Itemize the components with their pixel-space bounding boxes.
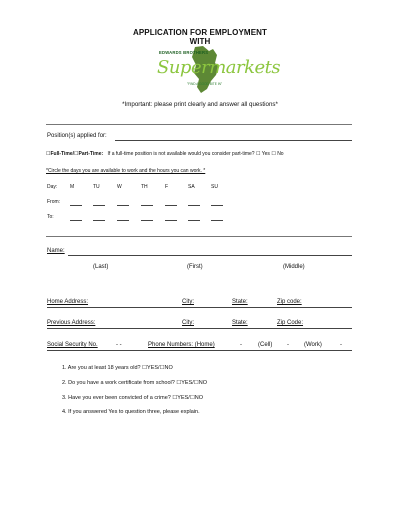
availability-instruction: *Circle the days you are available to work and the hours you can work. * [46,168,206,174]
prev-zip-label: Zip Code: [277,320,304,326]
parttime-label: Part-Time: [78,151,104,157]
yes-checkbox[interactable]: ☐ [255,151,261,157]
day-f[interactable]: F [165,184,169,190]
to-su-field[interactable] [211,220,223,221]
parttime-checkbox[interactable]: ☐ [74,151,79,157]
no-label: No [277,151,284,157]
phone-home-dash: - [240,342,242,348]
phone-work-label: (Work) [304,342,322,348]
from-f-field[interactable] [165,205,177,206]
question-1: 1. Are you at least 18 years old? ☐YES/☐NO [62,365,173,371]
name-label: Name: [47,248,65,254]
first-name-caption: (First) [187,264,203,270]
day-m[interactable]: M [70,184,75,190]
company-logo [137,45,281,95]
home-city-label: City: [182,299,194,305]
logo-script-text: Supermarkets [157,57,281,78]
phone-home-label: Phone Numbers: (Home) [148,342,215,348]
yes-label: Yes [261,151,270,157]
positions-label: Position(s) applied for: [47,133,107,139]
home-address-label: Home Address: [47,299,89,305]
from-sa-field[interactable] [188,205,200,206]
logo-tagline: "FIND A GOOD BITE IN" [187,82,223,86]
from-label: From: [47,199,61,205]
previous-address-field[interactable] [47,328,352,329]
phone-cell-label: (Cell) [258,342,273,348]
from-w-field[interactable] [117,205,129,206]
last-name-caption: (Last) [93,264,109,270]
name-field[interactable] [68,255,352,256]
day-tu[interactable]: TU [93,184,100,190]
day-th[interactable]: TH [141,184,148,190]
to-th-field[interactable] [141,220,153,221]
from-su-field[interactable] [211,205,223,206]
home-zip-label: Zip code: [277,299,302,305]
fulltime-label: Full-Time/ [50,151,75,157]
ssn-separators: - - [116,342,122,348]
to-m-field[interactable] [70,220,82,221]
no-checkbox[interactable]: ☐ [271,151,276,157]
phone-work-dash: - [340,342,342,348]
to-f-field[interactable] [165,220,177,221]
parttime-question: If a full-time position is not available would you consider part-time? [107,151,255,157]
previous-address-label: Previous Address: [47,320,96,326]
question-4: 4. If you answered Yes to question three, please explain. [62,409,200,415]
contact-field-line[interactable] [47,350,352,351]
form-title-with: WITH [189,37,211,46]
phone-cell-dash: - [287,342,289,348]
question-2: 2. Do you have a work certificate from school? ☐YES/☐NO [62,380,207,386]
home-address-field[interactable] [47,307,352,308]
ssn-label: Social Security No. [47,342,98,348]
middle-name-caption: (Middle) [283,264,305,270]
fulltime-checkbox[interactable]: ☐ [46,151,51,157]
to-tu-field[interactable] [93,220,105,221]
from-m-field[interactable] [70,205,82,206]
employment-type-row [46,151,284,157]
prev-state-label: State: [232,320,248,326]
important-note: *Important: please print clearly and answer all questions* [122,101,278,108]
prev-city-label: City: [182,320,194,326]
question-3: 3. Have you ever been convicted of a crime? ☐YES/☐NO [62,395,204,401]
from-th-field[interactable] [141,205,153,206]
from-tu-field[interactable] [93,205,105,206]
day-su[interactable]: SU [211,184,218,190]
day-w[interactable]: W [117,184,122,190]
divider [46,124,352,125]
to-label: To: [47,214,54,220]
home-state-label: State: [232,299,248,305]
logo-top-text: EDWARDS BROTHERS [159,50,209,55]
to-w-field[interactable] [117,220,129,221]
day-label: Day: [47,184,58,190]
to-sa-field[interactable] [188,220,200,221]
form-title: APPLICATION FOR EMPLOYMENT [132,28,267,37]
divider [46,236,352,237]
day-sa[interactable]: SA [188,184,195,190]
positions-field[interactable] [115,140,352,141]
